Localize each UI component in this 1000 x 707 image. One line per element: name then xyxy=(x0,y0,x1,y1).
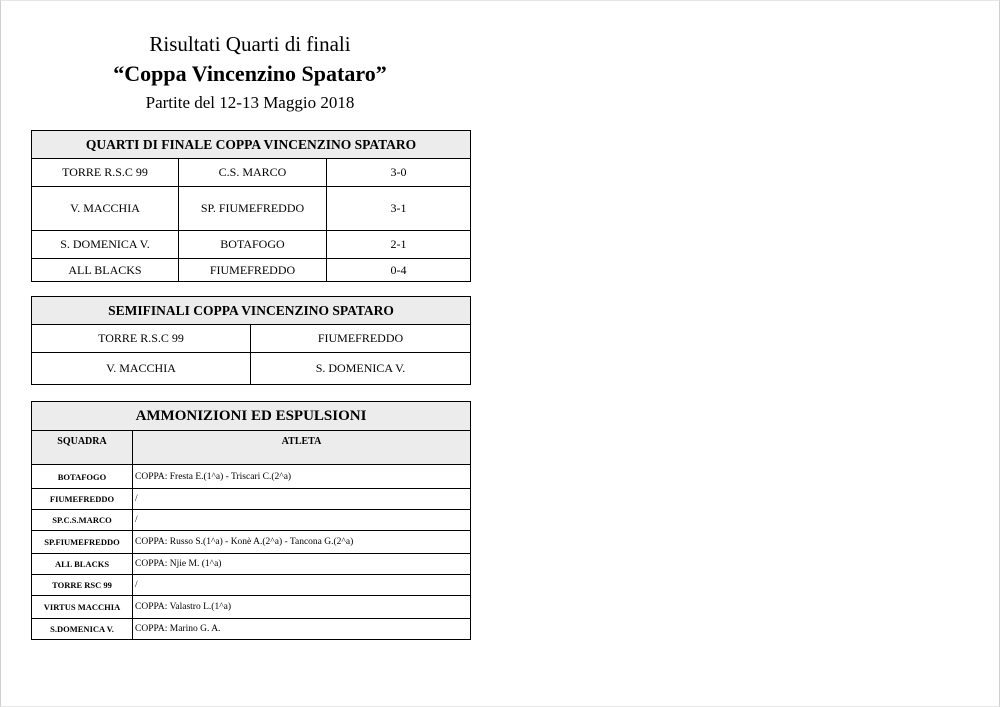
match-score: 3-0 xyxy=(327,159,471,187)
semifinals-table xyxy=(31,296,471,385)
header-line-3: Partite del 12-13 Maggio 2018 xyxy=(145,93,355,112)
athlete-list: / xyxy=(133,510,471,531)
team-name: FIUMEFREDDO xyxy=(32,489,133,510)
table-row xyxy=(32,575,471,596)
table-row xyxy=(32,465,471,489)
home-team: V. MACCHIA xyxy=(32,353,251,385)
away-team: SP. FIUMEFREDDO xyxy=(179,187,327,231)
semifinals-title: SEMIFINALI COPPA VINCENZINO SPATARO xyxy=(32,297,471,325)
table-row xyxy=(32,187,471,231)
table-row xyxy=(32,259,471,282)
home-team: S. DOMENICA V. xyxy=(32,231,179,259)
column-header-athlete: ATLETA xyxy=(133,431,471,465)
quarterfinals-table xyxy=(31,130,471,282)
home-team: V. MACCHIA xyxy=(32,187,179,231)
home-team: TORRE R.S.C 99 xyxy=(32,325,251,353)
team-name: ALL BLACKS xyxy=(32,554,133,575)
discipline-title: AMMONIZIONI ED ESPULSIONI xyxy=(32,402,471,431)
away-team: C.S. MARCO xyxy=(179,159,327,187)
athlete-list: / xyxy=(133,489,471,510)
team-name: BOTAFOGO xyxy=(32,465,133,489)
home-team: TORRE R.S.C 99 xyxy=(32,159,179,187)
header-line-2: “Coppa Vincenzino Spataro” xyxy=(113,61,387,86)
match-score: 2-1 xyxy=(327,231,471,259)
away-team: S. DOMENICA V. xyxy=(251,353,471,385)
athlete-list: COPPA: Valastro L.(1^a) xyxy=(133,596,471,619)
away-team: FIUMEFREDDO xyxy=(179,259,327,282)
table-row xyxy=(32,531,471,554)
home-team: ALL BLACKS xyxy=(32,259,179,282)
team-name: SP.FIUMEFREDDO xyxy=(32,531,133,554)
away-team: FIUMEFREDDO xyxy=(251,325,471,353)
table-row xyxy=(32,596,471,619)
table-row xyxy=(32,489,471,510)
athlete-list: / xyxy=(133,575,471,596)
table-row xyxy=(32,159,471,187)
team-name: SP.C.S.MARCO xyxy=(32,510,133,531)
table-row xyxy=(32,554,471,575)
table-row xyxy=(32,353,471,385)
athlete-list: COPPA: Russo S.(1^a) - Konè A.(2^a) - Tancona G.(2^a) xyxy=(133,531,471,554)
quarterfinals-title: QUARTI DI FINALE COPPA VINCENZINO SPATARO xyxy=(32,131,471,159)
team-name: VIRTUS MACCHIA xyxy=(32,596,133,619)
discipline-table xyxy=(31,401,471,640)
document-header xyxy=(30,30,470,116)
table-row xyxy=(32,619,471,640)
athlete-list: COPPA: Fresta E.(1^a) - Triscari C.(2^a) xyxy=(133,465,471,489)
table-row xyxy=(32,510,471,531)
away-team: BOTAFOGO xyxy=(179,231,327,259)
column-header-team: SQUADRA xyxy=(32,431,133,465)
table-row xyxy=(32,231,471,259)
match-score: 3-1 xyxy=(327,187,471,231)
match-score: 0-4 xyxy=(327,259,471,282)
team-name: S.DOMENICA V. xyxy=(32,619,133,640)
athlete-list: COPPA: Marino G. A. xyxy=(133,619,471,640)
team-name: TORRE RSC 99 xyxy=(32,575,133,596)
table-row xyxy=(32,325,471,353)
header-line-1: Risultati Quarti di finali xyxy=(149,32,351,56)
athlete-list: COPPA: Njie M. (1^a) xyxy=(133,554,471,575)
